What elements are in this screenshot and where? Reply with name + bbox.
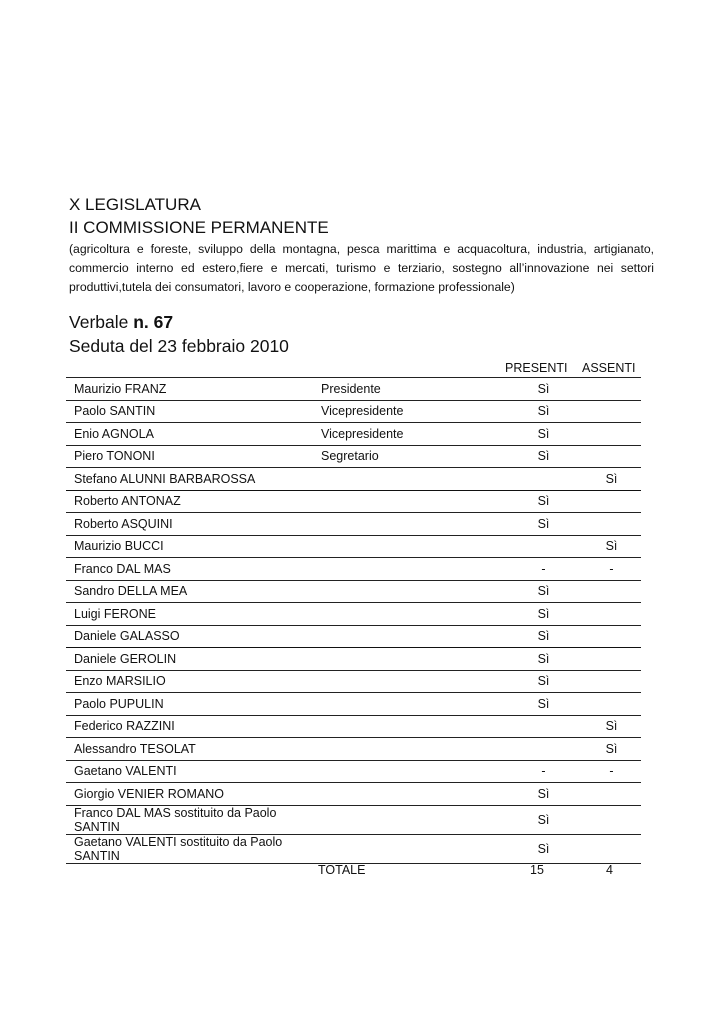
table-row	[66, 625, 641, 648]
member-role	[321, 580, 511, 603]
member-role	[321, 490, 511, 513]
assenti-cell	[576, 445, 641, 468]
assenti-cell	[576, 648, 641, 671]
seduta-date: Seduta del 23 febbraio 2010	[69, 336, 289, 356]
assenti-cell	[576, 513, 641, 536]
presenti-cell: Sì	[511, 670, 576, 693]
table-row	[66, 558, 641, 581]
table-row	[66, 423, 641, 446]
member-name: Giorgio VENIER ROMANO	[66, 783, 321, 806]
presenti-cell: -	[511, 558, 576, 581]
assenti-cell	[576, 400, 641, 423]
table-row	[66, 760, 641, 783]
member-role	[321, 693, 511, 716]
member-name: Franco DAL MAS sostituito da Paolo SANTIN	[66, 805, 321, 834]
attendance-table	[66, 377, 641, 864]
assenti-cell	[576, 490, 641, 513]
member-role	[321, 603, 511, 626]
assenti-cell: Sì	[576, 715, 641, 738]
member-role: Vicepresidente	[321, 423, 511, 446]
member-name: Gaetano VALENTI sostituito da Paolo SANTIN	[66, 834, 321, 863]
member-name: Federico RAZZINI	[66, 715, 321, 738]
member-name: Roberto ASQUINI	[66, 513, 321, 536]
member-role: Vicepresidente	[321, 400, 511, 423]
presenti-cell: Sì	[511, 625, 576, 648]
presenti-cell: Sì	[511, 423, 576, 446]
member-name: Enio AGNOLA	[66, 423, 321, 446]
verbale-title	[69, 310, 289, 334]
member-role	[321, 783, 511, 806]
table-row	[66, 783, 641, 806]
member-role	[321, 805, 511, 834]
presenti-cell: Sì	[511, 834, 576, 863]
assenti-cell	[576, 423, 641, 446]
member-name: Enzo MARSILIO	[66, 670, 321, 693]
table-row	[66, 400, 641, 423]
assenti-cell: Sì	[576, 468, 641, 491]
table-row	[66, 603, 641, 626]
verbale-number: n. 67	[133, 312, 174, 332]
totale-label: TOTALE	[318, 863, 366, 877]
legislatura-title: X LEGISLATURA	[69, 195, 201, 214]
member-name: Sandro DELLA MEA	[66, 580, 321, 603]
member-role: Segretario	[321, 445, 511, 468]
member-role	[321, 513, 511, 536]
presenti-cell: Sì	[511, 648, 576, 671]
presenti-cell: Sì	[511, 378, 576, 401]
verbale-label: Verbale	[69, 312, 129, 332]
presenti-cell: Sì	[511, 783, 576, 806]
table-row	[66, 445, 641, 468]
member-role	[321, 834, 511, 863]
presenti-cell: Sì	[511, 400, 576, 423]
table-row	[66, 693, 641, 716]
member-role	[321, 625, 511, 648]
totale-assenti: 4	[606, 863, 613, 877]
assenti-cell	[576, 378, 641, 401]
presenti-cell: Sì	[511, 580, 576, 603]
table-row	[66, 513, 641, 536]
assenti-cell	[576, 783, 641, 806]
table-row	[66, 648, 641, 671]
member-role	[321, 558, 511, 581]
member-name: Luigi FERONE	[66, 603, 321, 626]
table-row	[66, 715, 641, 738]
presenti-cell: Sì	[511, 490, 576, 513]
member-role	[321, 760, 511, 783]
member-role	[321, 468, 511, 491]
member-name: Franco DAL MAS	[66, 558, 321, 581]
table-row	[66, 535, 641, 558]
member-name: Alessandro TESOLAT	[66, 738, 321, 761]
commissione-competenze: (agricoltura e foreste, sviluppo della montagna, pesca marittima e acquacoltura, industria, artigianato, commercio interno ed estero,fiere e mercati, turismo e terziario, sostegno all’innovazione nei settori produttivi,tutela dei consumatori, lavoro e cooperazione, formazione professionale)	[69, 242, 654, 294]
assenti-cell: -	[576, 760, 641, 783]
member-role	[321, 535, 511, 558]
member-name: Stefano ALUNNI BARBAROSSA	[66, 468, 321, 491]
member-name: Paolo PUPULIN	[66, 693, 321, 716]
presenti-cell: Sì	[511, 805, 576, 834]
totale-presenti: 15	[530, 863, 544, 877]
member-role	[321, 715, 511, 738]
presenti-cell: Sì	[511, 513, 576, 536]
table-row	[66, 834, 641, 863]
table-row	[66, 468, 641, 491]
assenti-cell	[576, 625, 641, 648]
member-name: Maurizio BUCCI	[66, 535, 321, 558]
presenti-cell: Sì	[511, 693, 576, 716]
assenti-cell	[576, 670, 641, 693]
column-header-presenti: PRESENTI	[505, 361, 568, 375]
presenti-cell	[511, 535, 576, 558]
member-name: Gaetano VALENTI	[66, 760, 321, 783]
member-role	[321, 670, 511, 693]
presenti-cell: Sì	[511, 445, 576, 468]
assenti-cell: Sì	[576, 738, 641, 761]
assenti-cell: Sì	[576, 535, 641, 558]
presenti-cell: -	[511, 760, 576, 783]
assenti-cell: -	[576, 558, 641, 581]
assenti-cell	[576, 603, 641, 626]
document-header	[69, 193, 654, 297]
member-name: Paolo SANTIN	[66, 400, 321, 423]
presenti-cell: Sì	[511, 603, 576, 626]
member-name: Maurizio FRANZ	[66, 378, 321, 401]
column-header-assenti: ASSENTI	[582, 361, 636, 375]
presenti-cell	[511, 738, 576, 761]
presenti-cell	[511, 468, 576, 491]
member-name: Piero TONONI	[66, 445, 321, 468]
presenti-cell	[511, 715, 576, 738]
table-row	[66, 378, 641, 401]
table-row	[66, 670, 641, 693]
assenti-cell	[576, 834, 641, 863]
member-role	[321, 738, 511, 761]
member-role: Presidente	[321, 378, 511, 401]
member-name: Roberto ANTONAZ	[66, 490, 321, 513]
table-row	[66, 490, 641, 513]
assenti-cell	[576, 805, 641, 834]
assenti-cell	[576, 693, 641, 716]
commissione-title: II COMMISSIONE PERMANENTE	[69, 218, 329, 237]
assenti-cell	[576, 580, 641, 603]
table-row	[66, 805, 641, 834]
verbale-block	[69, 310, 289, 358]
table-row	[66, 738, 641, 761]
table-row	[66, 580, 641, 603]
member-role	[321, 648, 511, 671]
member-name: Daniele GEROLIN	[66, 648, 321, 671]
member-name: Daniele GALASSO	[66, 625, 321, 648]
